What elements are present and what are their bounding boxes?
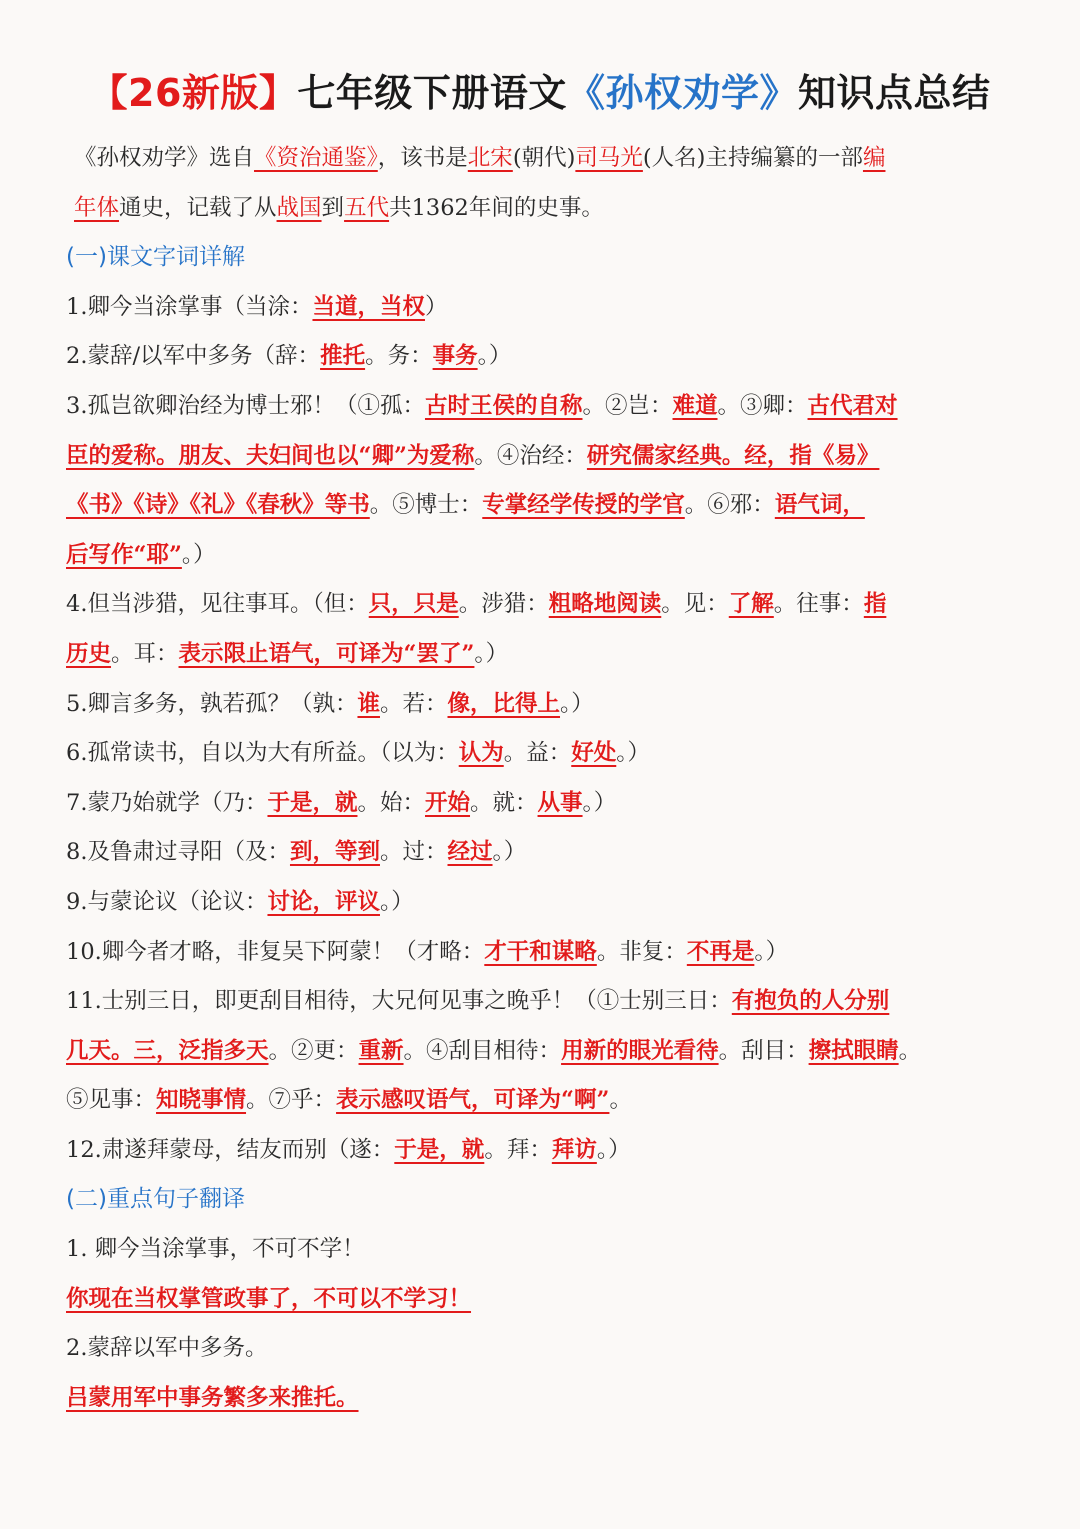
vocab-item <box>66 977 1026 1027</box>
body-text: 。 <box>898 1037 922 1064</box>
answer-text: 年体 <box>74 194 120 221</box>
body-text: 到 <box>321 194 345 221</box>
answer-text: 拜访 <box>551 1136 597 1163</box>
vocab-item-cont <box>66 481 1026 531</box>
intro-paragraph-cont <box>66 184 1026 234</box>
body-text: 。） <box>616 740 651 767</box>
answer-text: 谁 <box>357 690 380 717</box>
body-text: 。⑦乎： <box>246 1087 337 1114</box>
vocab-item <box>66 1126 1026 1176</box>
translation-question: 1. 卿今当涂掌事，不可不学！ <box>66 1236 365 1263</box>
body-text: 2.蒙辞/以军中多务（辞： <box>66 343 321 370</box>
answer-text: 于是，就 <box>394 1136 485 1163</box>
answer-text: 几天。三，泛指多天 <box>66 1037 269 1064</box>
answer-text: 当道，当权 <box>312 293 425 320</box>
answer-text: 语气词， <box>774 492 865 519</box>
body-text: 。 <box>609 1087 632 1114</box>
body-text: 。刮目： <box>718 1037 809 1064</box>
vocab-item <box>66 580 1026 630</box>
translation-answer <box>66 1374 1026 1424</box>
page-title <box>0 0 1080 120</box>
body-text: 。） <box>582 789 617 816</box>
body-text: 共1362年间的史事。 <box>389 194 604 221</box>
body-text: 。） <box>181 541 216 568</box>
answer-text: 臣的爱称。朋友、夫妇间也以“卿”为爱称 <box>66 442 475 469</box>
body-text: 。拜： <box>484 1136 552 1163</box>
title-grade: 七年级下册语文 <box>297 71 567 115</box>
answer-text: 用新的眼光看待 <box>561 1037 719 1064</box>
title-edition: 【26新版】 <box>89 71 298 115</box>
body-text: 5.卿言多务，孰若孤？（孰： <box>66 690 358 717</box>
answer-text: 历史 <box>66 640 112 667</box>
body-text: 3.孤岂欲卿治经为博士邪！（①孤： <box>66 392 425 419</box>
answer-text: 擦拭眼睛 <box>808 1037 899 1064</box>
answer-text: 从事 <box>537 789 583 816</box>
body-text: 。） <box>596 1136 631 1163</box>
answer-text: 专掌经学传授的学官 <box>482 492 685 519</box>
section-heading-vocab: (一)课文字词详解 <box>66 244 245 271</box>
body-text: 。若： <box>379 690 448 717</box>
body-text: 。始： <box>357 789 425 816</box>
body-text: 。涉猎： <box>458 591 549 618</box>
answer-text: 指 <box>863 591 887 618</box>
answer-text: 《书》《诗》《礼》《春秋》等书 <box>66 492 370 519</box>
answer-text: 好处 <box>571 740 617 767</box>
vocab-item-cont <box>66 531 1026 581</box>
answer-text: 难道 <box>672 392 718 419</box>
body-text: 。） <box>560 690 594 717</box>
translation-answer-text: 吕蒙用军中事务繁多来推托。 <box>66 1384 359 1411</box>
vocab-item <box>66 878 1026 928</box>
vocab-item-cont <box>66 432 1026 482</box>
answer-text: 古代君对 <box>807 392 898 419</box>
body-text: ⑤见事： <box>66 1087 157 1114</box>
vocab-item <box>66 779 1026 829</box>
vocab-item <box>66 928 1026 978</box>
answer-text: 有抱负的人分别 <box>731 988 890 1015</box>
body-text: 11.士别三日，即更刮目相待，大兄何见事之晚乎！（①士别三日： <box>66 988 732 1015</box>
body-text: 。） <box>492 839 527 866</box>
body-text: 。过： <box>379 839 448 866</box>
answer-text: 推托 <box>320 343 366 370</box>
answer-text: 知晓事情 <box>156 1087 247 1114</box>
answer-text: 北宋 <box>467 145 513 171</box>
content-body <box>66 134 1026 1423</box>
vocab-item <box>66 382 1026 432</box>
answer-text: 《资治通鉴》 <box>254 145 378 171</box>
body-text: 8.及鲁肃过寻阳（及： <box>66 839 290 866</box>
body-text: 12.肃遂拜蒙母，结友而别（遂： <box>66 1136 395 1163</box>
body-text: ，该书是 <box>377 145 468 171</box>
vocab-item <box>66 828 1026 878</box>
answer-text: 不再是 <box>686 938 755 965</box>
vocab-item <box>66 332 1026 382</box>
answer-text: 开始 <box>425 789 471 816</box>
body-text: ） <box>424 293 448 320</box>
answer-text: 司马光 <box>575 145 643 171</box>
answer-text: 到，等到 <box>289 839 380 866</box>
body-text: 。就： <box>470 789 538 816</box>
body-text: 《孙权劝学》选自 <box>74 145 255 171</box>
answer-text: 五代 <box>344 194 390 221</box>
answer-text: 后写作“耶” <box>66 541 182 568</box>
title-suffix: 知识点总结 <box>797 71 991 115</box>
answer-text: 讨论，评议 <box>267 888 380 915</box>
vocab-item-cont <box>66 1076 1026 1126</box>
body-text: 7.蒙乃始就学（乃： <box>66 789 268 816</box>
answer-text: 重新 <box>358 1037 404 1064</box>
body-text: (朝代) <box>512 145 576 171</box>
body-text: 9.与蒙论议（论议： <box>66 888 268 915</box>
translation-question: 2.蒙辞以军中多务。 <box>66 1335 268 1362</box>
body-text: (人名)主持编纂的一部 <box>642 145 863 171</box>
body-text: 。见： <box>661 591 729 618</box>
answer-text: 古时王侯的自称 <box>424 392 583 419</box>
body-text: 。非复： <box>596 938 687 965</box>
translation-answer-text: 你现在当权掌管政事了，不可以不学习！ <box>66 1285 472 1312</box>
body-text: 1.卿今当涂掌事（当涂： <box>66 293 313 320</box>
answer-text: 了解 <box>728 591 774 618</box>
answer-text: 只，只是 <box>368 591 459 618</box>
body-text: 10.卿今者才略，非复吴下阿蒙！（才略： <box>66 938 485 965</box>
body-text: 。往事： <box>773 591 864 618</box>
answer-text: 研究儒家经典。经，指《易》 <box>586 442 880 469</box>
body-text: 。②更： <box>268 1037 359 1064</box>
body-text: 。） <box>379 888 414 915</box>
vocab-item <box>66 283 1026 333</box>
body-text: 。④刮目相待： <box>403 1037 562 1064</box>
body-text: 。⑥邪： <box>684 492 775 519</box>
answer-text: 粗略地阅读 <box>548 591 662 618</box>
answer-text: 认为 <box>458 740 504 767</box>
vocab-item <box>66 680 1026 730</box>
answer-text: 表示感叹语气，可译为“啊” <box>336 1087 610 1114</box>
answer-text: 于是，就 <box>267 789 358 816</box>
answer-text: 编 <box>862 145 886 171</box>
answer-text: 战国 <box>276 194 322 221</box>
body-text: 。） <box>474 640 509 667</box>
body-text: 。②岂： <box>582 392 673 419</box>
answer-text: 表示限止语气，可译为“罢了” <box>178 640 475 667</box>
answer-text: 经过 <box>447 839 493 866</box>
body-text: 。） <box>754 938 789 965</box>
answer-text: 才干和谋略 <box>484 938 597 965</box>
body-text: 。务： <box>365 343 433 370</box>
body-text: 6.孤常读书，自以为大有所益。（以为： <box>66 740 459 767</box>
answer-text: 像，比得上 <box>447 690 561 717</box>
body-text: 。③卿： <box>717 392 808 419</box>
vocab-item <box>66 729 1026 779</box>
vocab-item-cont <box>66 1027 1026 1077</box>
body-text: 。） <box>477 343 512 370</box>
title-book: 《孙权劝学》 <box>566 71 798 115</box>
body-text: 。④治经： <box>474 442 587 469</box>
body-text: 。耳： <box>111 640 179 667</box>
body-text: 通史，记载了从 <box>119 194 277 221</box>
answer-text: 事务 <box>432 343 478 370</box>
body-text: 。⑤博士： <box>369 492 483 519</box>
body-text: 。益： <box>503 740 572 767</box>
vocab-item-cont <box>66 630 1026 680</box>
intro-paragraph <box>66 134 1026 184</box>
body-text: 4.但当涉猎，见往事耳。（但： <box>66 591 369 618</box>
translation-answer <box>66 1275 1026 1325</box>
section-heading-translation: (二)重点句子翻译 <box>66 1186 245 1213</box>
